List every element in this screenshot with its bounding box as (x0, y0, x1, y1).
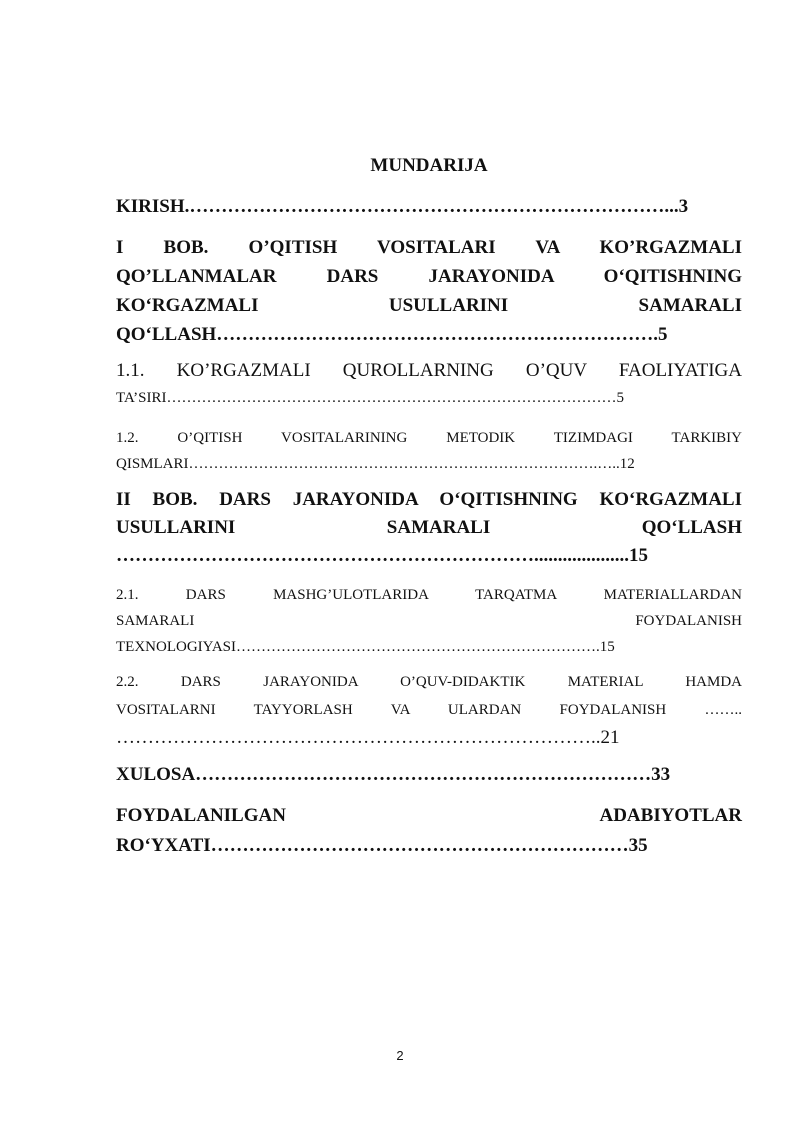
toc-entry-line: SAMARALI FOYDALANISH (116, 613, 742, 629)
toc-entry-chapter-1 (116, 233, 742, 349)
toc-entry-line: 2.2. DARS JARAYONIDA O’QUV-DIDAKTIK MATERIAL HAMDA (116, 674, 742, 690)
toc-entry-adabiyotlar (116, 801, 742, 861)
toc-entry-line: 1.1. KO’RGAZMALI QUROLLARNING O’QUV FAOLIYATIGA (116, 360, 742, 381)
toc-entry-line: TA’SIRI………………………………………………………………………………5 (116, 390, 624, 406)
toc-entry-chapter-2 (116, 486, 742, 570)
toc-entry-line: …………………………………………………………....................15 (116, 545, 648, 566)
page-number: 2 (396, 1048, 404, 1063)
toc-entry-section-1-1 (116, 358, 742, 412)
toc-entry-section-1-2 (116, 425, 742, 477)
toc-entry-line: II BOB. DARS JARAYONIDA O‘QITISHNING KO‘RGAZMALI (116, 489, 742, 510)
toc-entry-line: VOSITALARNI TAYYORLASH VA ULARDAN FOYDALANISH …….. (116, 702, 742, 718)
toc-entry-line: KO‘RGAZMALI USULLARINI SAMARALI (116, 295, 742, 316)
toc-entry-section-2-2 (116, 668, 742, 752)
toc-entry-line: FOYDALANILGAN ADABIYOTLAR (116, 805, 742, 826)
toc-entry-xulosa (116, 764, 742, 786)
toc-entry-line: QO’LLANMALAR DARS JARAYONIDA O‘QITISHNING (116, 266, 742, 287)
toc-entry-line: USULLARINI SAMARALI QO‘LLASH (116, 517, 742, 538)
toc-entry-line: 1.2. O’QITISH VOSITALARINING METODIK TIZIMDAGI TARKIBIY (116, 430, 742, 446)
toc-entry-kirish (116, 196, 742, 218)
toc-entry-line: …………………………………………………………………..21 (116, 727, 620, 748)
toc-entry-line: RO‘YXATI…………………………………………………………35 (116, 835, 648, 856)
toc-entry-line: XULOSA………………………………………………………………33 (116, 764, 671, 785)
toc-heading: MUNDARIJA (370, 155, 488, 176)
toc-entry-line: QISMLARI……………………………………………………………………….…..12 (116, 456, 635, 472)
toc-entry-line: KIRISH.…………………………………………………………………...3 (116, 196, 689, 217)
toc-entry-section-2-1 (116, 582, 742, 660)
toc-entry-line: TEXNOLOGIYASI……………………………………………………………….15 (116, 639, 615, 655)
toc-entry-line: 2.1. DARS MASHG’ULOTLARIDA TARQATMA MATERIALLARDAN (116, 587, 742, 603)
toc-entry-line: QO‘LLASH…………………………………………………………….5 (116, 324, 668, 345)
toc-entry-line: I BOB. O’QITISH VOSITALARI VA KO’RGAZMALI (116, 237, 742, 258)
